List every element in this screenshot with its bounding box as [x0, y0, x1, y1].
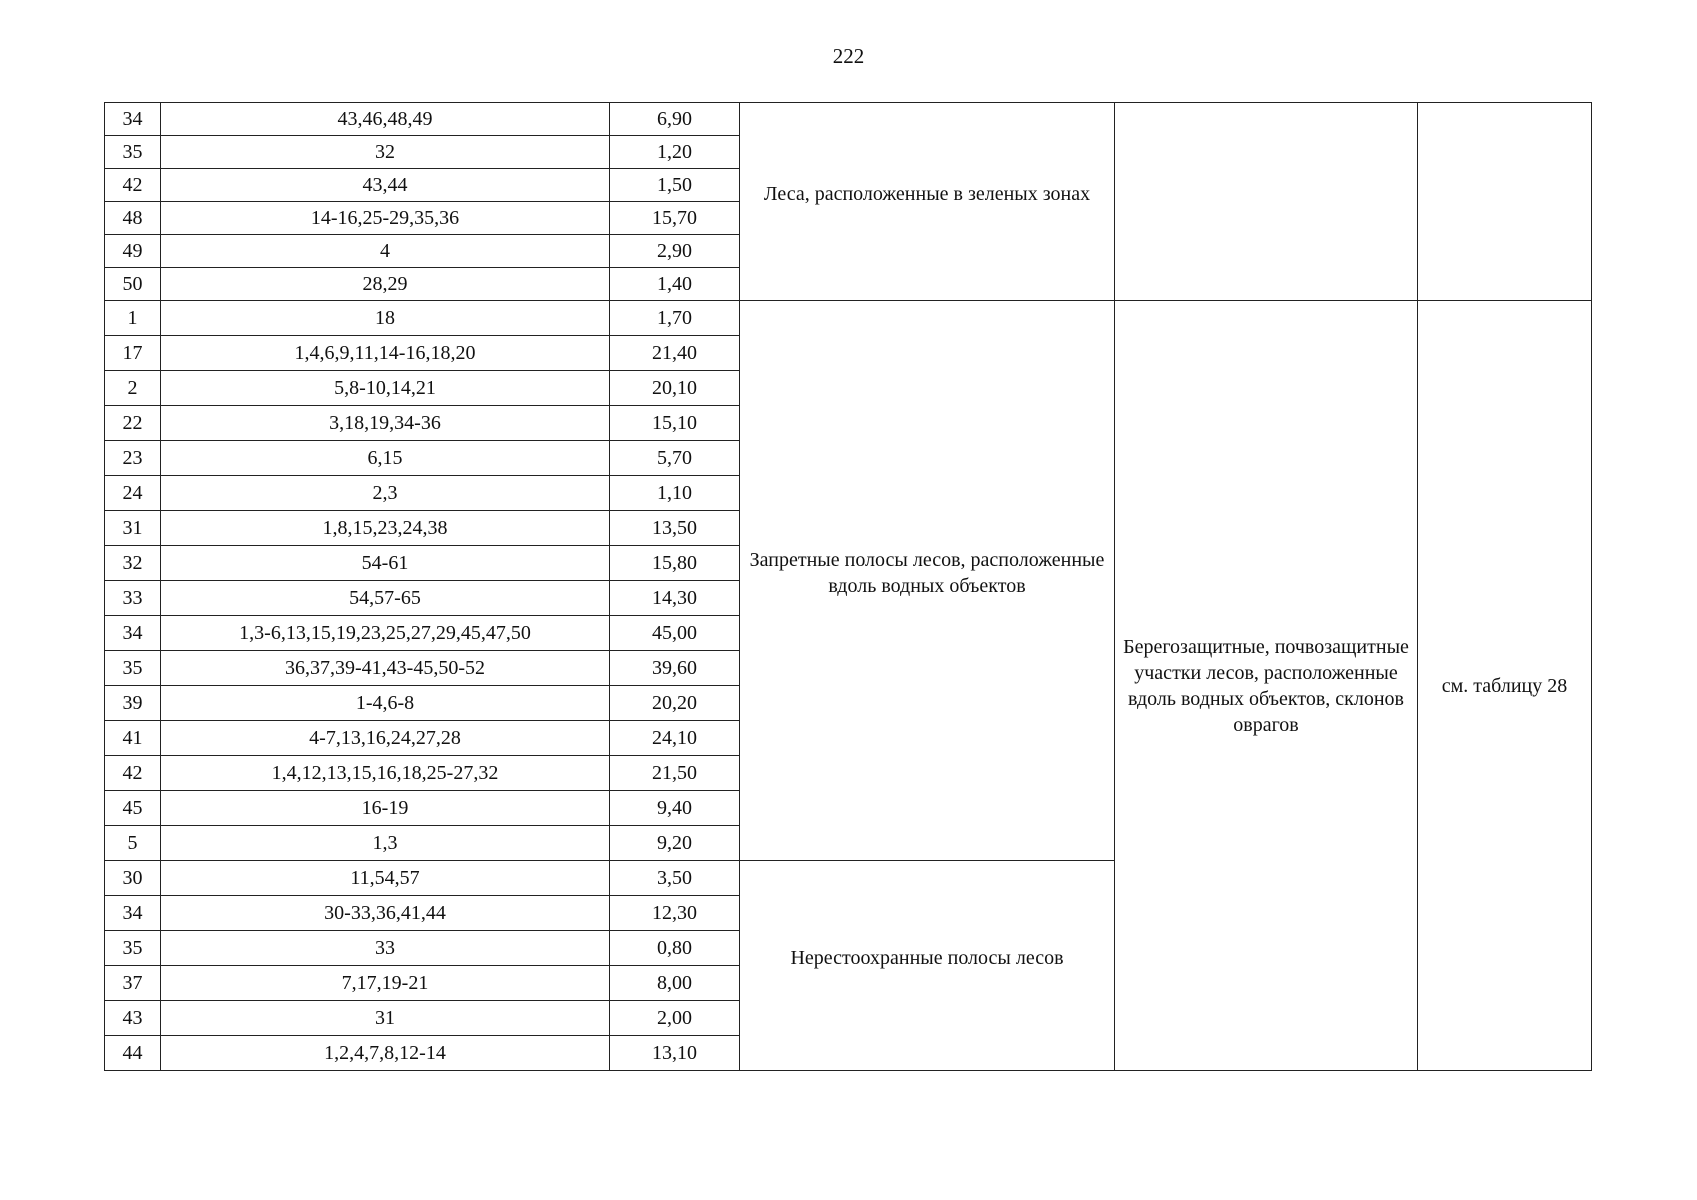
vydely-cell: 36,37,39-41,43-45,50-52 [161, 651, 610, 686]
area-cell: 15,80 [610, 546, 740, 581]
vydely-cell: 43,44 [161, 169, 610, 202]
area-cell: 14,30 [610, 581, 740, 616]
area-cell: 2,90 [610, 235, 740, 268]
kvartal-cell: 45 [105, 791, 161, 826]
area-cell: 0,80 [610, 931, 740, 966]
kvartal-cell: 31 [105, 511, 161, 546]
vydely-cell: 32 [161, 136, 610, 169]
area-cell: 1,50 [610, 169, 740, 202]
vydely-cell: 6,15 [161, 441, 610, 476]
vydely-cell: 1,2,4,7,8,12-14 [161, 1036, 610, 1071]
vydely-cell: 54-61 [161, 546, 610, 581]
page-number: 222 [832, 44, 865, 68]
vydely-cell: 31 [161, 1001, 610, 1036]
area-cell: 45,00 [610, 616, 740, 651]
area-cell: 2,00 [610, 1001, 740, 1036]
area-cell: 24,10 [610, 721, 740, 756]
vydely-cell: 1,8,15,23,24,38 [161, 511, 610, 546]
kvartal-cell: 41 [105, 721, 161, 756]
category-cell [740, 861, 1115, 1071]
kvartal-cell: 35 [105, 931, 161, 966]
kvartal-cell: 49 [105, 235, 161, 268]
area-cell: 1,10 [610, 476, 740, 511]
category-cell [740, 301, 1115, 861]
table-row [105, 103, 1592, 136]
kvartal-cell: 5 [105, 826, 161, 861]
vydely-cell: 18 [161, 301, 610, 336]
area-cell: 6,90 [610, 103, 740, 136]
kvartal-cell: 42 [105, 756, 161, 791]
kvartal-cell: 35 [105, 651, 161, 686]
category-label: Леса, расположенные в зеленых зонах [763, 182, 1091, 205]
kvartal-cell: 43 [105, 1001, 161, 1036]
vydely-cell: 43,46,48,49 [161, 103, 610, 136]
kvartal-cell: 23 [105, 441, 161, 476]
area-cell: 1,20 [610, 136, 740, 169]
kvartal-cell: 42 [105, 169, 161, 202]
area-cell: 15,10 [610, 406, 740, 441]
vydely-cell: 30-33,36,41,44 [161, 896, 610, 931]
kvartal-cell: 50 [105, 268, 161, 301]
vydely-cell: 33 [161, 931, 610, 966]
area-cell: 39,60 [610, 651, 740, 686]
kvartal-cell: 33 [105, 581, 161, 616]
vydely-cell: 11,54,57 [161, 861, 610, 896]
area-cell: 5,70 [610, 441, 740, 476]
area-cell: 13,10 [610, 1036, 740, 1071]
category-cell [740, 103, 1115, 301]
special-areas-cell: Берегозащитные, почвозащитные участки лесов, расположенные вдоль водных объектов, склонов оврагов [1115, 301, 1418, 1071]
empty-cell [1418, 103, 1592, 301]
vydely-cell: 2,3 [161, 476, 610, 511]
area-cell: 9,40 [610, 791, 740, 826]
table-row [105, 301, 1592, 336]
area-cell: 1,70 [610, 301, 740, 336]
vydely-cell: 28,29 [161, 268, 610, 301]
area-cell: 15,70 [610, 202, 740, 235]
kvartal-cell: 24 [105, 476, 161, 511]
vydely-cell: 7,17,19-21 [161, 966, 610, 1001]
kvartal-cell: 48 [105, 202, 161, 235]
forest-protection-table [104, 102, 1592, 1071]
category-label: Запретные полосы лесов, расположенные вдоль водных объектов [749, 548, 1105, 597]
kvartal-cell: 34 [105, 103, 161, 136]
area-cell: 21,40 [610, 336, 740, 371]
vydely-cell: 1,4,12,13,15,16,18,25-27,32 [161, 756, 610, 791]
area-cell: 12,30 [610, 896, 740, 931]
area-cell: 3,50 [610, 861, 740, 896]
vydely-cell: 1,3-6,13,15,19,23,25,27,29,45,47,50 [161, 616, 610, 651]
kvartal-cell: 44 [105, 1036, 161, 1071]
vydely-cell: 1,3 [161, 826, 610, 861]
kvartal-cell: 39 [105, 686, 161, 721]
vydely-cell: 1-4,6-8 [161, 686, 610, 721]
kvartal-cell: 22 [105, 406, 161, 441]
vydely-cell: 14-16,25-29,35,36 [161, 202, 610, 235]
area-cell: 21,50 [610, 756, 740, 791]
vydely-cell: 4 [161, 235, 610, 268]
vydely-cell: 4-7,13,16,24,27,28 [161, 721, 610, 756]
kvartal-cell: 32 [105, 546, 161, 581]
kvartal-cell: 1 [105, 301, 161, 336]
vydely-cell: 5,8-10,14,21 [161, 371, 610, 406]
area-cell: 8,00 [610, 966, 740, 1001]
area-cell: 20,10 [610, 371, 740, 406]
area-cell: 1,40 [610, 268, 740, 301]
kvartal-cell: 34 [105, 616, 161, 651]
vydely-cell: 3,18,19,34-36 [161, 406, 610, 441]
kvartal-cell: 35 [105, 136, 161, 169]
area-cell: 13,50 [610, 511, 740, 546]
kvartal-cell: 30 [105, 861, 161, 896]
vydely-cell: 54,57-65 [161, 581, 610, 616]
kvartal-cell: 17 [105, 336, 161, 371]
reference-cell: см. таблицу 28 [1418, 301, 1592, 1071]
empty-cell [1115, 103, 1418, 301]
vydely-cell: 1,4,6,9,11,14-16,18,20 [161, 336, 610, 371]
kvartal-cell: 37 [105, 966, 161, 1001]
area-cell: 9,20 [610, 826, 740, 861]
category-label: Нерестоохранные полосы лесов [790, 946, 1064, 969]
kvartal-cell: 2 [105, 371, 161, 406]
vydely-cell: 16-19 [161, 791, 610, 826]
area-cell: 20,20 [610, 686, 740, 721]
kvartal-cell: 34 [105, 896, 161, 931]
